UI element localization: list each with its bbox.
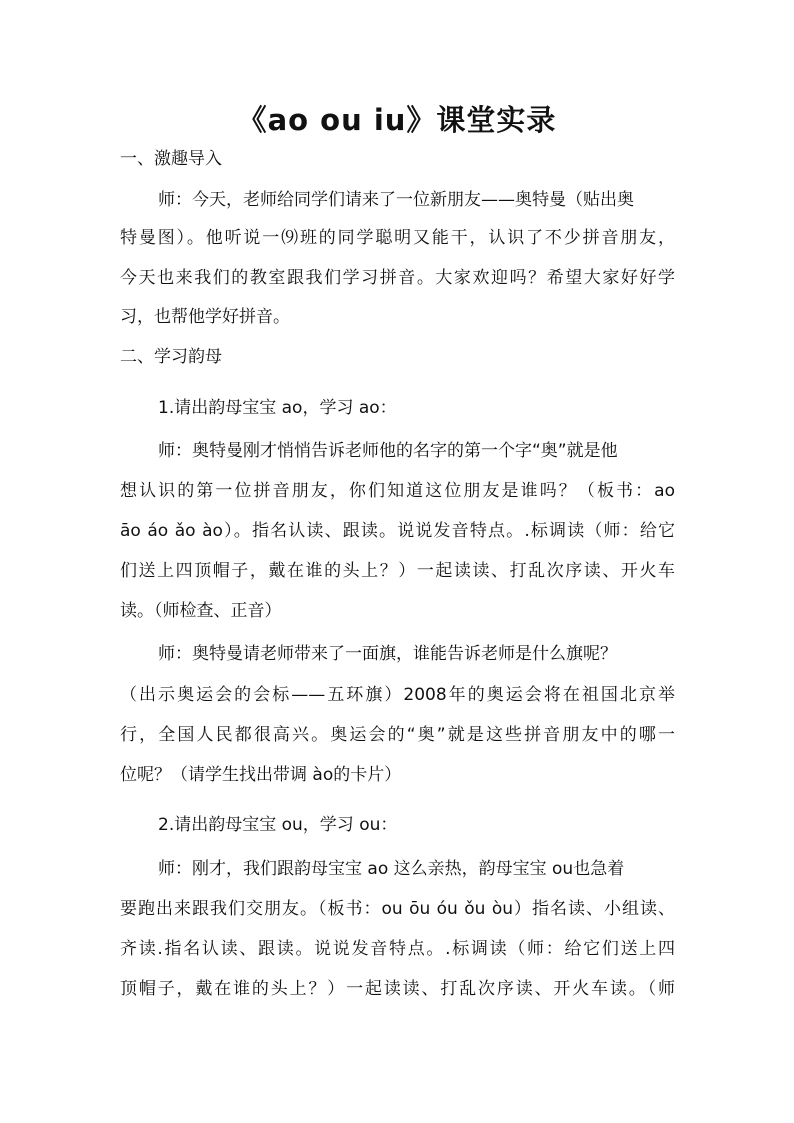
paragraph-line: 要跑出来跟我们交朋友。（板书：ou ōu óu ǒu òu）指名读、小组读、 <box>120 899 675 919</box>
paragraph-line: （出示奥运会的会标——五环旗）2008年的奥运会将在祖国北京举 <box>120 685 675 705</box>
paragraph-line: 师：奥特曼请老师带来了一面旗，谁能告诉老师是什么旗呢？ <box>158 644 617 664</box>
paragraph-line: 师：今天，老师给同学们请来了一位新朋友——奥特曼（贴出奥 <box>158 190 634 210</box>
paragraph-line: 齐读.指名认读、跟读。说说发音特点。.标调读（师：给它们送上四 <box>120 939 675 959</box>
paragraph-line: āo áo ǎo ào）。指名认读、跟读。说说发音特点。.标调读（师：给它 <box>120 521 675 541</box>
paragraph-line: 师：刚才，我们跟韵母宝宝 ao 这么亲热，韵母宝宝 ou也急着 <box>158 859 625 879</box>
paragraph-line: 今天也来我们的教室跟我们学习拼音。大家欢迎吗？希望大家好好学 <box>120 268 675 288</box>
paragraph-line: 顶帽子，戴在谁的头上？）一起读读、打乱次序读、开火车读。（师 <box>120 979 675 999</box>
subsection-heading: 2.请出韵母宝宝 ou，学习 ou： <box>158 815 398 835</box>
paragraph-line: 特曼图）。他听说一⑼班的同学聪明又能干，认识了不少拼音朋友， <box>120 228 675 248</box>
paragraph-line: 习，也帮他学好拼音。 <box>120 307 290 327</box>
paragraph-line: 想认识的第一位拼音朋友，你们知道这位朋友是谁吗？（板书：ao <box>120 481 675 501</box>
section-heading: 二、学习韵母 <box>120 347 222 367</box>
document-title: 《ao ou iu》课堂实录 <box>237 103 557 137</box>
paragraph-line: 行，全国人民都很高兴。奥运会的“奥”就是这些拼音朋友中的哪一 <box>120 725 675 745</box>
paragraph-line: 位呢？（请学生找出带调 ào的卡片） <box>120 765 402 785</box>
paragraph-line: 师：奥特曼刚才悄悄告诉老师他的名字的第一个字“奥”就是他 <box>158 441 618 461</box>
paragraph-line: 们送上四顶帽子，戴在谁的头上？）一起读读、打乱次序读、开火车 <box>120 561 675 581</box>
paragraph-line: 读。（师检查、正音） <box>120 601 282 621</box>
section-heading: 一、激趣导入 <box>120 149 222 169</box>
subsection-heading: 1.请出韵母宝宝 ao，学习 ao： <box>158 398 397 418</box>
